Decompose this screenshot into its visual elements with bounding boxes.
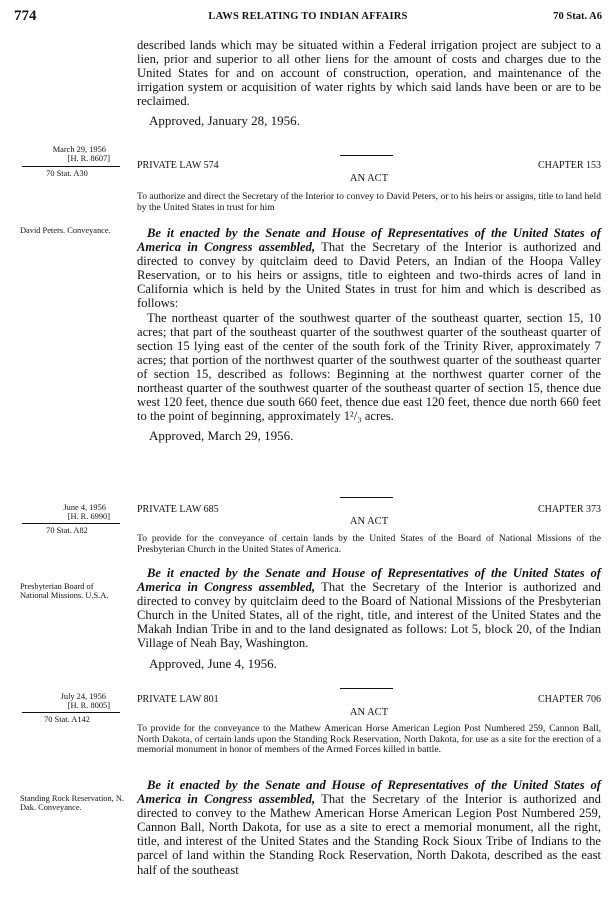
margin-subject-note: David Peters. Conveyance.	[20, 226, 111, 235]
approval-line: Approved, March 29, 1956.	[149, 428, 294, 444]
margin-subject-note: Standing Rock Reservation, N. Dak. Conveyance.	[20, 794, 124, 813]
continuation-paragraph: described lands which may be situated within a Federal irrigation project are subject to a lien, prior and superior to all other liens for the amount of costs and charges due to the United States for and on account of construction, operation, and maintenance of the irrigation system or acquisition of water rights by which said lands have been or are to be reclaimed.	[137, 38, 601, 109]
private-law-number: PRIVATE LAW 801	[137, 694, 219, 705]
running-title: LAWS RELATING TO INDIAN AFFAIRS	[208, 11, 408, 22]
enacting-paragraph	[137, 778, 601, 877]
section-rule	[340, 497, 393, 498]
law-body	[137, 226, 601, 444]
margin-date-block	[20, 503, 112, 522]
land-description: The northeast quarter of the southwest quarter of the southeast quarter, section 15, 10 acres; that part of the southeast quarter of the southwest quarter of the southeast quarter of section 15 lying east of the center of the south fork of the Trinity River, approximately 7 acres; that portion of the northwest quarter of the southwest quarter of the southeast quarter of section 15, described as follows: Beginning at the northwest quarter corner of the northeast quarter of the southwest quarter of the southeast quarter of section 15, thence due west 120 feet, thence due south 660 feet, thence due east 120 feet, thence due north 660 feet to the point of beginning, approximately 1²/₃ acres.	[137, 310, 601, 424]
margin-rule	[22, 712, 120, 713]
margin-date: July 24, 1956	[60, 692, 106, 701]
law-body	[137, 566, 601, 672]
margin-date: June 4, 1956	[63, 503, 106, 512]
enacting-clause: Be it enacted by the Senate and House of Representatives of the United States of America in Congress assembled,	[137, 226, 601, 255]
chapter-number: CHAPTER 153	[537, 160, 601, 171]
approval-line: Approved, June 4, 1956.	[149, 655, 277, 671]
act-purpose	[137, 534, 601, 555]
act-purpose-text: To provide for the conveyance to the Mathew American Horse American Legion Post Numbered 259, Cannon Ball, North Dakota, of certain lands upon the Standing Rock Reservation, North Dakota, for use as a site for the erection of a memorial monument in honor of members of the Armed Forces killed in battle.	[137, 723, 601, 756]
act-purpose	[137, 724, 601, 756]
margin-stat-citation: 70 Stat. A82	[46, 526, 88, 535]
margin-subject-note: Presbyterian Board of National Missions. U.S.A.	[20, 582, 109, 601]
statute-citation: 70 Stat. A6	[553, 11, 602, 22]
section-rule	[340, 155, 393, 156]
margin-rule	[22, 166, 120, 167]
page-number: 774	[14, 8, 37, 24]
law-heading-row	[137, 694, 601, 708]
chapter-number: CHAPTER 373	[537, 504, 601, 515]
law-body	[137, 778, 601, 877]
section-rule	[340, 688, 393, 689]
law-heading-row	[137, 160, 601, 174]
margin-rule	[22, 523, 120, 524]
enacting-body: That the Secretary of the Interior is authorized and directed to convey by quitclaim deed to the Board of National Missions of the Presbyterian Church in the United States, all of the right, title, and interest of the United States and the Makah Indian Tribe in and to the land designated as follows: Lot 5, block 20, of the Indian Village of Neah Bay, Washington.	[137, 580, 601, 651]
approval-line: Approved, January 28, 1956.	[149, 113, 300, 129]
enacting-paragraph	[137, 566, 601, 651]
act-purpose	[137, 192, 601, 213]
private-law-number: PRIVATE LAW 685	[137, 504, 219, 515]
act-purpose-text: To provide for the conveyance of certain lands by the United States of the Board of National Missions of the Presbyterian Church in the United States of America.	[137, 533, 601, 555]
an-act-heading: AN ACT	[349, 516, 389, 527]
chapter-number: CHAPTER 706	[537, 694, 601, 705]
margin-date-block	[20, 692, 112, 711]
an-act-heading: AN ACT	[349, 707, 389, 718]
enacting-clause: Be it enacted by the Senate and House of Representatives of the United States of America in Congress assembled,	[137, 566, 601, 595]
margin-date-block	[20, 145, 112, 164]
an-act-heading: AN ACT	[349, 173, 389, 184]
margin-stat-citation: 70 Stat. A142	[44, 715, 90, 724]
enacting-body: That the Secretary of the Interior is authorized and directed to convey by quitclaim deed to David Peters, an Indian of the Hoopa Valley Reservation, or to his heirs or assigns, title to eighteen and two-thirds acres of land in California which is held by the United States in trust for him and which is described as follows:	[137, 240, 601, 311]
enacting-paragraph	[137, 226, 601, 311]
private-law-number: PRIVATE LAW 574	[137, 160, 219, 171]
enacting-clause: Be it enacted by the Senate and House of Representatives of the United States of America in Congress assembled,	[137, 778, 601, 807]
margin-stat-citation: 70 Stat. A30	[46, 169, 88, 178]
continuation-section	[137, 38, 601, 129]
margin-bill-number: [H. R. 8005]	[67, 701, 110, 711]
running-header	[14, 8, 602, 26]
margin-bill-number: [H. R. 8607]	[67, 154, 110, 164]
enacting-body: That the Secretary of the Interior is authorized and directed to convey to the Mathew American Horse American Legion Post Numbered 259, Cannon Ball, North Dakota, for use as a site to erect a memorial monument, all the right, title, and interest of the United States and the Standing Rock Sioux Tribe of Indians to the parcel of land within the Standing Rock Reservation, North Dakota, described as the east half of the southeast	[137, 792, 601, 877]
margin-date: March 29, 1956	[52, 145, 106, 154]
margin-bill-number: [H. R. 6990]	[67, 512, 110, 522]
act-purpose-text: To authorize and direct the Secretary of the Interior to convey to David Peters, or to his heirs or assigns, title to land held by the United States in trust for him	[137, 191, 601, 213]
